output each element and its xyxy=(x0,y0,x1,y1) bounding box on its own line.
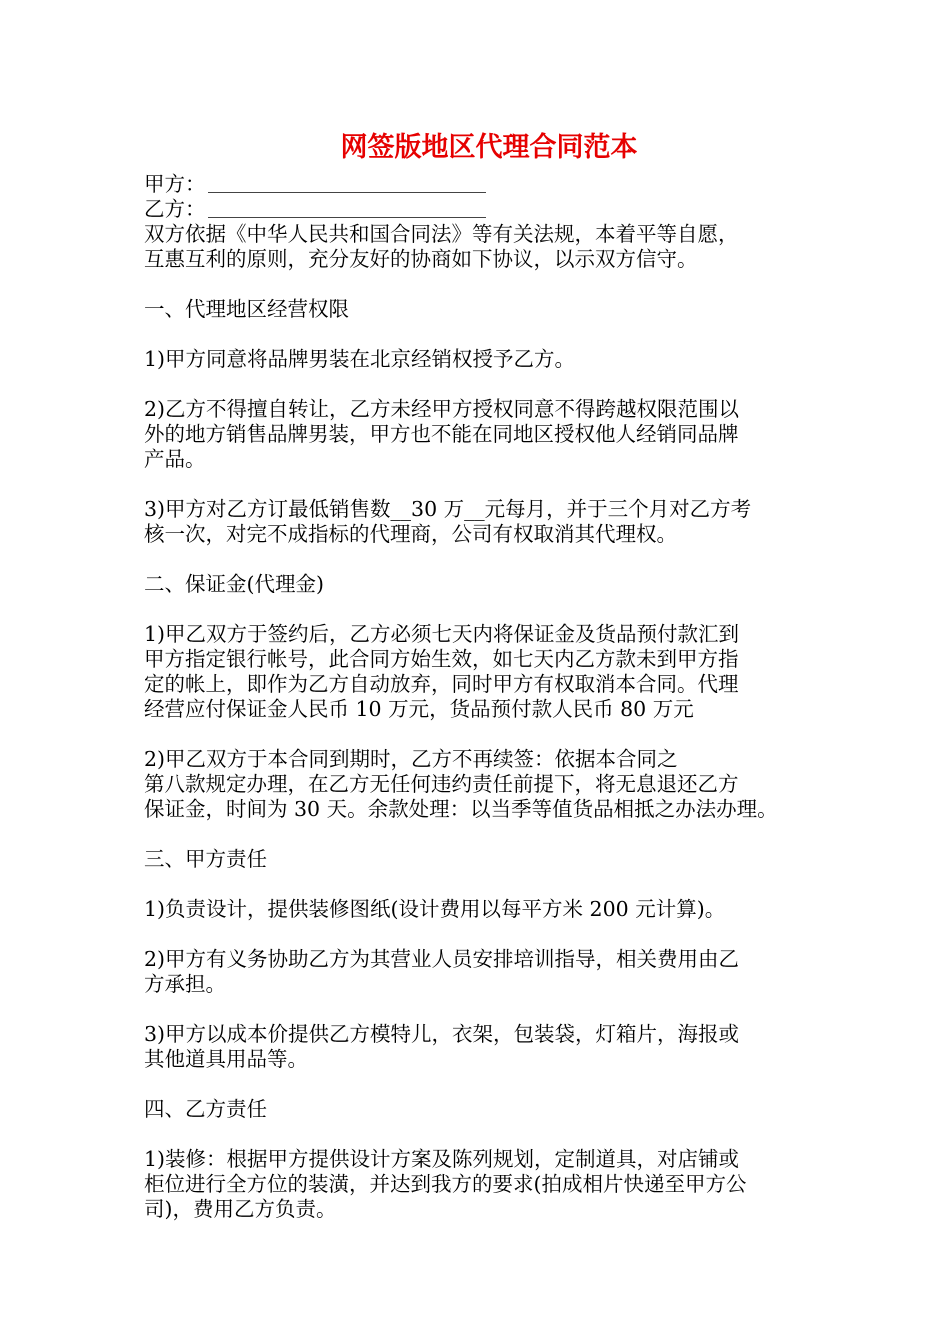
clause xyxy=(144,897,824,922)
clause xyxy=(144,397,824,472)
clause-line: 产品。 xyxy=(144,447,206,471)
clause xyxy=(144,347,824,372)
clause-line: 定的帐上，即作为乙方自动放弃，同时甲方有权取消本合同。代理 xyxy=(144,672,739,696)
clause-line: 外的地方销售品牌男装，甲方也不能在同地区授权他人经销同品牌 xyxy=(144,422,739,446)
clause xyxy=(144,622,824,722)
clause-line: 核一次，对完不成指标的代理商，公司有权取消其代理权。 xyxy=(144,522,677,546)
clause-line: 保证金，时间为 30 天。余款处理：以当季等值货品相抵之办法办理。 xyxy=(144,797,778,821)
clause xyxy=(144,497,824,547)
section-heading: 一、代理地区经营权限 xyxy=(144,297,349,321)
clause-line: 方承担。 xyxy=(144,972,226,996)
party-a-label: 甲方： xyxy=(144,172,206,196)
section-heading: 四、乙方责任 xyxy=(144,1097,267,1121)
clause-line: 2)甲乙双方于本合同到期时，乙方不再续签：依据本合同之 xyxy=(144,747,678,771)
clause xyxy=(144,947,824,997)
clause-line: 1)负责设计，提供装修图纸(设计费用以每平方米 200 元计算)。 xyxy=(144,897,726,921)
document-page xyxy=(144,128,824,1222)
clause xyxy=(144,747,824,822)
intro-line: 互惠互利的原则，充分友好的协商如下协议，以示双方信守。 xyxy=(144,247,698,271)
section-heading: 三、甲方责任 xyxy=(144,847,267,871)
intro-line: 双方依据《中华人民共和国合同法》等有关法规，本着平等自愿， xyxy=(144,222,739,246)
section-heading: 二、保证金(代理金) xyxy=(144,572,324,596)
clause-line: 1)装修：根据甲方提供设计方案及陈列规划，定制道具，对店铺或 xyxy=(144,1147,740,1171)
clause-line: 第八款规定办理，在乙方无任何违约责任前提下，将无息退还乙方 xyxy=(144,772,739,796)
clause-line: 经营应付保证金人民币 10 万元，货品预付款人民币 80 万元 xyxy=(144,697,694,721)
party-b-line xyxy=(144,197,824,222)
party-b-label: 乙方： xyxy=(144,197,206,221)
clause-line: 2)乙方不得擅自转让，乙方未经甲方授权同意不得跨越权限范围以 xyxy=(144,397,740,421)
party-b-blank xyxy=(208,197,486,218)
clause-line: 1)甲乙双方于签约后，乙方必须七天内将保证金及货品预付款汇到 xyxy=(144,622,740,646)
clause-line: 1)甲方同意将品牌男装在北京经销权授予乙方。 xyxy=(144,347,576,371)
party-a-line xyxy=(144,172,824,197)
party-a-blank xyxy=(208,172,486,193)
clause-line: 2)甲方有义务协助乙方为其营业人员安排培训指导，相关费用由乙 xyxy=(144,947,740,971)
clause-line: 3)甲方对乙方订最低销售数__30 万__元每月，并于三个月对乙方考 xyxy=(144,497,752,521)
clause xyxy=(144,1022,824,1072)
clause-line: 司)，费用乙方负责。 xyxy=(144,1197,337,1221)
intro-paragraph xyxy=(144,222,824,272)
clause-line: 柜位进行全方位的装潢，并达到我方的要求(拍成相片快递至甲方公 xyxy=(144,1172,747,1196)
clause-line: 其他道具用品等。 xyxy=(144,1047,308,1071)
clause-line: 3)甲方以成本价提供乙方模特儿，衣架，包装袋，灯箱片，海报或 xyxy=(144,1022,740,1046)
clause-line: 甲方指定银行帐号，此合同方始生效，如七天内乙方款未到甲方指 xyxy=(144,647,739,671)
clause xyxy=(144,1147,824,1222)
document-title: 网签版地区代理合同范本 xyxy=(340,132,638,163)
